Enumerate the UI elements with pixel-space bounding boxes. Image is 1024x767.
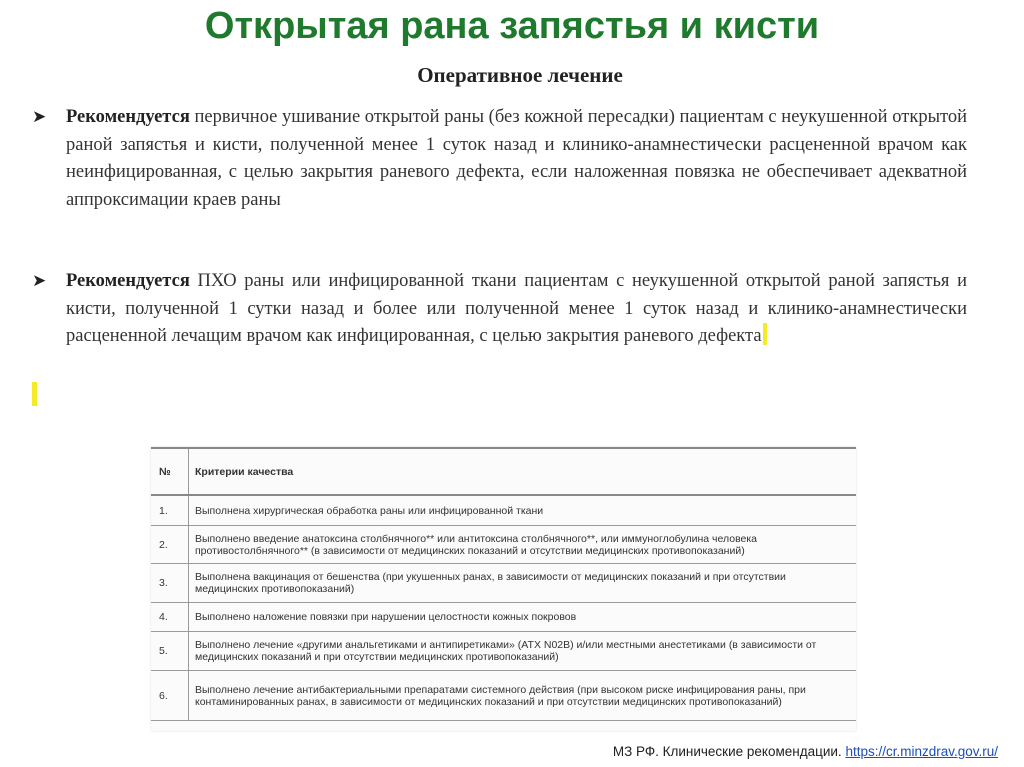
- column-header-criteria: Критерии качества: [189, 448, 857, 495]
- recommendation-1: [32, 104, 967, 214]
- row-criterion: Выполнена хирургическая обработка раны или инфицированной ткани: [189, 495, 857, 526]
- slide-subtitle: Оперативное лечение: [417, 63, 623, 87]
- row-criterion: Выполнено введение анатоксина столбнячного** или антитоксина столбнячного**, или иммуноглобулина человека противостолбнячного** (в зависимости от медицинских показаний и отсутствии медицинских противопоказаний): [189, 526, 857, 564]
- row-criterion: Выполнено наложение повязки при нарушении целостности кожных покровов: [189, 603, 857, 632]
- row-number: 2.: [151, 526, 189, 564]
- table-row: [151, 671, 856, 721]
- row-criterion: Выполнено лечение антибактериальными препаратами системного действия (при высоком риске инфицирования раны, при контаминированных ранах, в зависимости от медицинских показаний и при отсутствии медицинских противопоказаний): [189, 671, 857, 721]
- row-number: 6.: [151, 671, 189, 721]
- recommendation-text: первичное ушивание открытой раны (без кожной пересадки) пациентам с неукушенной открытой раной запястья и кисти, полученной менее 1 суток назад и клинико-анамнестически расцененной врачом как неинфицированная, с целью закрытия раневого дефекта, если наложенная повязка не обеспечивает адекватной аппроксимации краев раны: [66, 107, 967, 210]
- recommendation-text: ПХО раны или инфицированной ткани пациентам с неукушенной открытой раной запястья и кисти, полученной 1 сутки назад и более или полученной менее 1 суток назад и клинико-анамнестически расцененной лечащим врачом как инфицированная, с целью закрытия раневого дефекта: [66, 271, 967, 346]
- bullet-arrow-icon: ➤: [32, 107, 47, 127]
- row-criterion: Выполнено лечение «другими анальгетиками и антипиретиками» (ATX N02B) и/или местными анестетиками (в зависимости от медицинских показаний и при отсутствии медицинских противопоказаний): [189, 632, 857, 671]
- bullet-arrow-icon: ➤: [32, 271, 47, 291]
- table-row: [151, 495, 856, 526]
- quality-criteria-table-image: [151, 447, 856, 731]
- row-number: 1.: [151, 495, 189, 526]
- column-header-number: №: [151, 448, 189, 495]
- row-criterion: Выполнена вакцинация от бешенства (при укушенных ранах, в зависимости от медицинских показаний и при отсутствии медицинских противопоказаний): [189, 564, 857, 603]
- recommendation-lead: Рекомендуется: [66, 271, 190, 291]
- text-cursor-highlight: [763, 323, 767, 345]
- footer-source-link[interactable]: https://cr.minzdrav.gov.ru/: [845, 744, 998, 759]
- table-row: [151, 632, 856, 671]
- recommendation-2: [32, 268, 967, 351]
- quality-criteria-table: [151, 447, 856, 721]
- row-number: 4.: [151, 603, 189, 632]
- table-row: [151, 564, 856, 603]
- recommendation-lead: Рекомендуется: [66, 107, 190, 127]
- footer-source-text: МЗ РФ. Клинические рекомендации.: [612, 744, 842, 759]
- row-number: 5.: [151, 632, 189, 671]
- row-number: 3.: [151, 564, 189, 603]
- table-row: [151, 603, 856, 632]
- table-row: [151, 526, 856, 564]
- highlight-mark: [32, 382, 37, 406]
- slide-title: Открытая рана запястья и кисти: [204, 5, 820, 47]
- footer-source: [613, 744, 998, 759]
